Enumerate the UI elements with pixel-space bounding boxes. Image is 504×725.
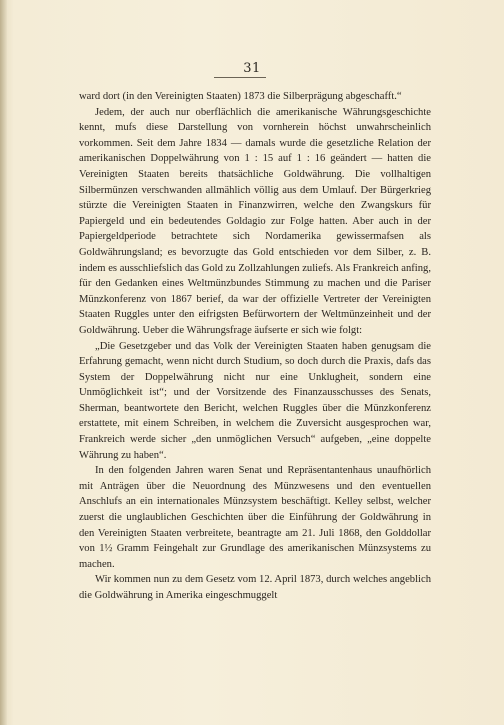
paragraph-5: Wir kommen nun zu dem Gesetz vom 12. April 1873, durch welches angeblich die Goldwährung in Amerika eingeschmuggelt xyxy=(79,574,431,601)
body-text xyxy=(79,89,431,604)
paragraph-4: In den folgenden Jahren waren Senat und Repräsentantenhaus unaufhörlich mit Anträgen über die Neuordnung des Münzwesens und den eventuellen Anschlufs an ein internationales Münzsystem beschäftigt. Kelley selbst, welcher zuerst die unglaublichen Geschichten über die Einführung der Goldwährung in den Vereinigten Staaten verbreitete, beantragte am 21. Juli 1868, den Golddollar von 1½ Gramm Feingehalt zur Grundlage des amerikanischen Münzsystems zu machen. xyxy=(79,465,431,570)
page-number: 31 xyxy=(243,61,261,76)
paragraph-3: „Die Gesetzgeber und das Volk der Vereinigten Staaten haben genugsam die Erfahrung gemacht, wenn nicht durch Studium, so doch durch die Praxis, dafs das System der Doppelwährung nicht nur eine Unklugheit, sondern eine Unmöglichkeit ist“; und der Vorsitzende des Finanzausschusses des Senats, Sherman, beantwortete den Bericht, welchen Ruggles über die Münzkonferenz erstattete, mit einem Schreiben, in welchem die Zuversicht ausgesprochen war, Frankreich werde sicher „den unmöglichen Versuch“ aufgeben, „eine doppelte Währung zu haben“. xyxy=(79,340,431,461)
paragraph-1: ward dort (in den Vereinigten Staaten) 1873 die Silberprägung abgeschafft.“ xyxy=(79,91,402,102)
paragraph-2: Jedem, der auch nur oberflächlich die amerikanische Währungsgeschichte kennt, mufs diese Darstellung von vornherein höchst unwahrscheinlich vorkommen. Seit dem Jahre 1834 — damals wurde die gesetzliche Relation der amerikanischen Doppelwährung von 1 : 15 auf 1 : 16 geändert — hatten die Vereinigten Staaten bereits thatsächliche Goldwährung. Die vollhaltigen Silbermünzen verschwanden allmählich völlig aus dem Umlauf. Der Bürgerkrieg stürzte die Vereinigten Staaten in Finanzwirren, welche den Zwangskurs für Papiergeld und ein bedeutendes Goldagio zur Folge hatten. Aber auch in der Papiergeldperiode betrachtete sich Nordamerika gewissermafsen als Goldwährungsland; es bevorzugte das Gold entschieden vor dem Silber, z. B. indem es ausschliefslich das Gold zu Zollzahlungen zuliefs. Als Frankreich anfing, für den Gedanken eines Weltmünzbundes Stimmung zu machen und die Pariser Münzkonferenz von 1867 berief, da war der offizielle Vertreter der Vereinigten Staaten Ruggles unter den eifrigsten Befürwortern der Weltmünzeinheit und der Goldwährung. Ueber die Währungsfrage äufserte er sich wie folgt: xyxy=(79,106,431,336)
binding-gutter xyxy=(0,0,7,725)
header-rule xyxy=(214,77,266,78)
